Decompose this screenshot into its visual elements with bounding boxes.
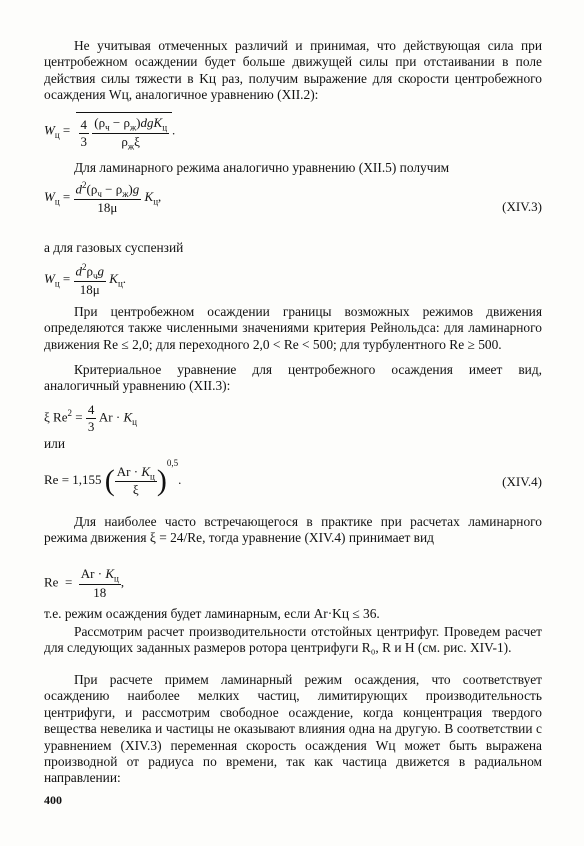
- equation-xiv3: $W_ц$ = $\frac{d^2(\rho_ч - \rho_ж)g}{18\mu}$ $K_ц$,: [44, 180, 162, 215]
- paragraph-10: При расчете примем ламинарный режим осаждения, что соответствует осаждению наиболее мелких частиц, лимитирующих производительность центрифуги, и рассмотрим свободное осаждение, когда концентрация твердого вещества невелика и частицы не оказывают влияния одна на другую. В соответствии с уравнением (XIV.3) переменная скорость осаждения Wц может быть выражена производной от радиуса по времени, так как частица движется в радиальном направлении:: [44, 672, 542, 786]
- equation-gas-suspensions: $W_ц$ = $\frac{d^2\rho_чg}{18\mu}$ $K_ц$.: [44, 262, 127, 297]
- paragraph-5: Критериальное уравнение для центробежного осаждения имеет вид, аналогичный уравнению (XII.3):: [44, 362, 542, 394]
- paragraph-6: или: [44, 436, 66, 451]
- equation-laminar-re: Re = $\frac{Ar \cdot K_ц}{18}$ ,: [44, 566, 125, 600]
- paragraph-8: т.е. режим осаждения будет ламинарным, если Ar·Kц ≤ 36.: [44, 606, 380, 621]
- paragraph-1: Не учитывая отмеченных различий и принимая, что действующая сила при центробежном осаждении будет больше движущей силы при отстаивании в поле действия силы тяжести в Kц раз, получим выражение для скорости центробежного осаждения Wц, аналогичное уравнению (XII.2):: [44, 38, 542, 103]
- equation-centrifugal-velocity: $W_ц$ = $\frac{4}{3}$ $\frac{(\rho_ч - \rho_ж)dgK_ц}{\rho_ж\xi}$ .: [44, 112, 175, 151]
- paragraph-4: При центробежном осаждении границы возможных режимов движения определяются также численными значениями критерия Рейнольдса: для ламинарного движения Re ≤ 2,0; для переходного 2,0 < Re < 500; для турбулентного Re ≥ 500.: [44, 304, 542, 352]
- paragraph-9: Рассмотрим расчет производительности отстойных центрифуг. Проведем расчет для следующих заданных размеров ротора центрифуги R₀, R и H (см. рис. XIV-1).: [44, 624, 542, 656]
- equation-xiv4: Re = 1,155 ( $\frac{Ar \cdot K_ц}{\xi}$ )$^{0,5}$.: [44, 458, 182, 498]
- paragraph-2: Для ламинарного режима аналогично уравнению (XII.5) получим: [74, 160, 450, 175]
- paragraph-3: а для газовых суспензий: [44, 240, 184, 255]
- paragraph-7: Для наиболее часто встречающегося в практике при расчетах ламинарного режима движения ξ = 24/Re, тогда уравнение (XIV.4) принимает вид: [44, 514, 542, 546]
- page-number: 400: [44, 793, 62, 807]
- equation-criterion: ξ $Re^2$ = $\frac{4}{3}$ $Ar \cdot K_ц$: [44, 402, 137, 434]
- equation-number-xiv4: (XIV.4): [502, 474, 542, 489]
- equation-number-xiv3: (XIV.3): [502, 199, 542, 214]
